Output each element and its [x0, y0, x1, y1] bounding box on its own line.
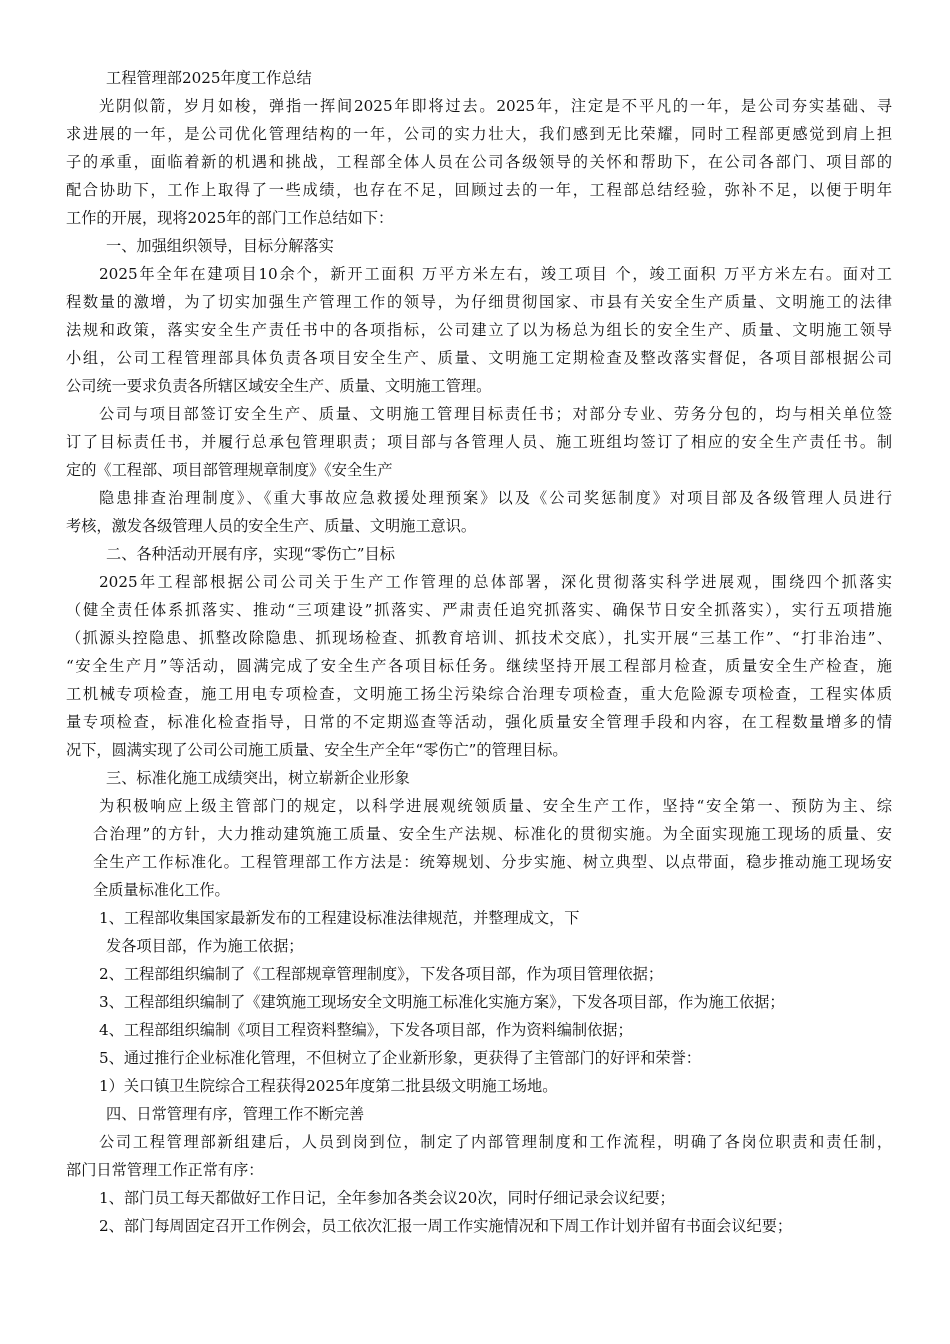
- paragraph-line: 小组，公司工程管理部具体负责各项目安全生产、质量、文明施工定期检查及整改落实督促，各项目部根据公司: [66, 349, 892, 367]
- section-heading: 三、标准化施工成绩突出，树立崭新企业形象: [106, 769, 410, 787]
- paragraph-line: 求进展的一年，是公司优化管理结构的一年，公司的实力壮大，我们感到无比荣耀，同时工程部更感觉到肩上担: [66, 125, 892, 143]
- paragraph-line: “安全生产月”等活动，圆满完成了安全生产各项目标任务。继续坚持开展工程部月检查，质量安全生产检查，施: [66, 657, 892, 675]
- list-item: 1、部门员工每天都做好工作日记，全年参加各类会议20次，同时仔细记录会议纪要；: [99, 1189, 675, 1207]
- document-title: 工程管理部2025年度工作总结: [106, 69, 312, 87]
- list-item: 2、部门每周固定召开工作例会，员工依次汇报一周工作实施情况和下周工作计划并留有书面会议纪要；: [99, 1217, 793, 1235]
- list-item: 1）关口镇卫生院综合工程获得2025年度第二批县级文明施工场地。: [99, 1077, 558, 1095]
- paragraph-line: 部门日常管理工作正常有序：: [66, 1161, 264, 1179]
- paragraph-line: 合治理”的方针，大力推动建筑施工质量、安全生产法规、标准化的贯彻实施。为全面实现施工现场的质量、安: [93, 825, 892, 843]
- paragraph-line: 子的承重，面临着新的机遇和挑战，工程部全体人员在公司各级领导的关怀和帮助下，在公司各部门、项目部的: [66, 153, 892, 171]
- list-item: 4、工程部组织编制《项目工程资料整编》，下发各项目部，作为资料编制依据；: [99, 1021, 633, 1039]
- document-page: [66, 64, 892, 1240]
- list-item: 3、工程部组织编制了《建筑施工现场安全文明施工标准化实施方案》，下发各项目部，作为施工依据；: [99, 993, 785, 1011]
- list-item: 2、工程部组织编制了《工程部规章管理制度》，下发各项目部，作为项目管理依据；: [99, 965, 664, 983]
- paragraph-line: 全质量标准化工作。: [93, 881, 230, 899]
- list-item-continuation: 发各项目部，作为施工依据；: [106, 937, 304, 955]
- paragraph-line: 全生产工作标准化。工程管理部工作方法是：统筹规划、分步实施、树立典型、以点带面，稳步推动施工现场安: [93, 853, 892, 871]
- paragraph-line: 光阴似箭，岁月如梭，弹指一挥间2025年即将过去。2025年，注定是不平凡的一年，是公司夯实基础、寻: [99, 97, 892, 115]
- paragraph-line: 况下，圆满实现了公司公司施工质量、安全生产全年“零伤亡”的管理目标。: [66, 741, 568, 759]
- paragraph-line: 工机械专项检查，施工用电专项检查，文明施工扬尘污染综合治理专项检查，重大危险源专项检查，工程实体质: [66, 685, 892, 703]
- paragraph-line: （抓源头控隐患、抓整改除隐患、抓现场检查、抓教育培训、抓技术交底），扎实开展“三基工作”、“打非治违”、: [66, 629, 892, 647]
- paragraph-line: 为积极响应上级主管部门的规定，以科学进展观统领质量、安全生产工作，坚持“安全第一、预防为主、综: [99, 797, 892, 815]
- paragraph-line: 公司统一要求负责各所辖区域安全生产、质量、文明施工管理。: [66, 377, 492, 395]
- paragraph-line: 隐患排查治理制度》、《重大事故应急救援处理预案》以及《公司奖惩制度》对项目部及各级管理人员进行: [99, 489, 892, 507]
- section-heading: 一、加强组织领导，目标分解落实: [106, 237, 334, 255]
- paragraph-line: 定的《工程部、项目部管理规章制度》《安全生产: [66, 461, 393, 479]
- paragraph-line: 2025年全年在建项目10余个，新开工面积 万平方米左右，竣工项目 个，竣工面积 万平方米左右。面对工: [99, 265, 892, 283]
- list-item: 5、通过推行企业标准化管理，不但树立了企业新形象，更获得了主管部门的好评和荣誉：: [99, 1049, 701, 1067]
- paragraph-line: 订了目标责任书，并履行总承包管理职责；项目部与各管理人员、施工班组均签订了相应的安全生产责任书。制: [66, 433, 892, 451]
- list-item: 1、工程部收集国家最新发布的工程建设标准法律规范，并整理成文，下: [99, 909, 580, 927]
- paragraph-line: 2025年工程部根据公司公司关于生产工作管理的总体部署，深化贯彻落实科学进展观，围绕四个抓落实: [99, 573, 892, 591]
- paragraph-line: 配合协助下，工作上取得了一些成绩，也存在不足，回顾过去的一年，工程部总结经验，弥补不足，以便于明年: [66, 181, 892, 199]
- section-heading: 二、各种活动开展有序，实现“零伤亡”目标: [106, 545, 395, 563]
- paragraph-line: 工作的开展，现将2025年的部门工作总结如下：: [66, 209, 394, 227]
- paragraph-line: 量专项检查，标准化检查指导，日常的不定期巡查等活动，强化质量安全管理手段和内容，在工程数量增多的情: [66, 713, 892, 731]
- paragraph-line: （健全责任体系抓落实、推动“三项建设”抓落实、严肃责任追究抓落实、确保节日安全抓落实），实行五项措施: [66, 601, 892, 619]
- paragraph-line: 公司工程管理部新组建后，人员到岗到位，制定了内部管理制度和工作流程，明确了各岗位职责和责任制，: [99, 1133, 892, 1151]
- paragraph-line: 程数量的激增，为了切实加强生产管理工作的领导，为仔细贯彻国家、市县有关安全生产质量、文明施工的法律: [66, 293, 892, 311]
- paragraph-line: 考核，激发各级管理人员的安全生产、质量、文明施工意识。: [66, 517, 477, 535]
- paragraph-line: 公司与项目部签订安全生产、质量、文明施工管理目标责任书；对部分专业、劳务分包的，均与相关单位签: [99, 405, 892, 423]
- section-heading: 四、日常管理有序，管理工作不断完善: [106, 1105, 365, 1123]
- paragraph-line: 法规和政策，落实安全生产责任书中的各项指标，公司建立了以为杨总为组长的安全生产、质量、文明施工领导: [66, 321, 892, 339]
